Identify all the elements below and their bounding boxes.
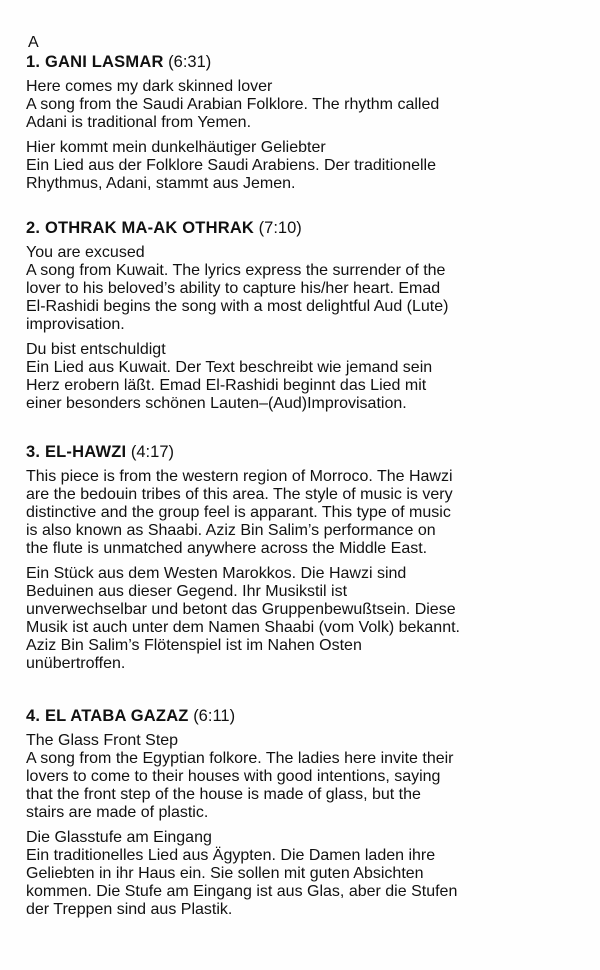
- track-heading: [26, 442, 586, 462]
- english-description: [26, 96, 586, 132]
- text-line: are the bedouin tribes of this area. The style of music is very: [26, 486, 453, 503]
- text-line: kommen. Die Stufe am Eingang ist aus Glas, aber die Stufen: [26, 883, 458, 900]
- text-line: Rhythmus, Adani, stammt aus Jemen.: [26, 175, 296, 192]
- english-description: [26, 750, 586, 822]
- text-line: lovers to come to their houses with good intentions, saying: [26, 768, 441, 785]
- text-line: einer besonders schönen Lauten–(Aud)Improvisation.: [26, 395, 407, 412]
- track-title: 1. GANI LASMAR: [26, 53, 164, 71]
- text-line: unverwechselbar und betont das Gruppenbewußtsein. Diese: [26, 601, 456, 618]
- text-line: Geliebten in ihr Haus ein. Sie sollen mit guten Absichten: [26, 865, 424, 882]
- text-line: distinctive and the group feel is apparant. This type of music: [26, 504, 451, 521]
- text-line: Ein Lied aus Kuwait. Der Text beschreibt wie jemand sein: [26, 359, 433, 376]
- text-line: Ein Lied aus der Folklore Saudi Arabiens. Der traditionelle: [26, 157, 437, 174]
- track-duration: (7:10): [258, 219, 302, 237]
- track-heading: [26, 218, 586, 238]
- track-duration: (6:11): [193, 707, 236, 725]
- english-description: [26, 262, 586, 334]
- track-title: 2. OTHRAK MA-AK OTHRAK: [26, 219, 255, 237]
- track-duration: (4:17): [130, 443, 174, 461]
- side-label: A: [28, 34, 39, 51]
- track-title: 4. EL ATABA GAZAZ: [26, 707, 189, 725]
- german-subtitle: Hier kommt mein dunkelhäutiger Geliebter: [26, 139, 326, 156]
- text-line: El-Rashidi begins the song with a most delightful Aud (Lute): [26, 298, 449, 315]
- text-line: is also known as Shaabi. Aziz Bin Salim’s performance on: [26, 522, 436, 539]
- english-subtitle: The Glass Front Step: [26, 732, 179, 749]
- german-block: [26, 341, 586, 413]
- text-line: This piece is from the western region of Morroco. The Hawzi: [26, 468, 453, 485]
- track-4: [26, 706, 586, 926]
- text-line: A song from the Egyptian folkore. The ladies here invite their: [26, 750, 454, 767]
- text-line: that the front step of the house is made of glass, but the: [26, 786, 421, 803]
- german-description: [26, 565, 586, 673]
- german-description: [26, 359, 586, 413]
- english-subtitle: Here comes my dark skinned lover: [26, 78, 273, 95]
- english-block: [26, 78, 586, 132]
- text-line: unübertroffen.: [26, 655, 126, 672]
- english-block: [26, 244, 586, 334]
- english-description: [26, 468, 586, 558]
- english-block: [26, 468, 586, 558]
- track-2: [26, 218, 586, 420]
- german-description: [26, 847, 586, 919]
- english-subtitle: You are excused: [26, 244, 145, 261]
- text-line: Aziz Bin Salim’s Flötenspiel ist im Nahen Osten: [26, 637, 362, 654]
- german-block: [26, 829, 586, 919]
- german-block: [26, 565, 586, 673]
- text-line: stairs are made of plastic.: [26, 804, 209, 821]
- text-line: Beduinen aus dieser Gegend. Ihr Musikstil ist: [26, 583, 348, 600]
- text-line: improvisation.: [26, 316, 125, 333]
- text-line: lover to his beloved’s ability to capture his/her heart. Emad: [26, 280, 441, 297]
- track-heading: [26, 706, 586, 726]
- text-line: Ein traditionelles Lied aus Ägypten. Die Damen laden ihre: [26, 847, 436, 864]
- text-line: the flute is unmatched anywhere across the Middle East.: [26, 540, 428, 557]
- german-subtitle: Du bist entschuldigt: [26, 341, 166, 358]
- text-line: Adani is traditional from Yemen.: [26, 114, 252, 131]
- text-line: der Treppen sind aus Plastik.: [26, 901, 233, 918]
- german-subtitle: Die Glasstufe am Eingang: [26, 829, 212, 846]
- track-3: [26, 442, 586, 680]
- track-duration: (6:31): [168, 53, 212, 71]
- track-1: [26, 52, 586, 200]
- german-block: [26, 139, 586, 193]
- track-heading: [26, 52, 586, 72]
- text-line: Ein Stück aus dem Westen Marokkos. Die Hawzi sind: [26, 565, 407, 582]
- text-line: A song from Kuwait. The lyrics express the surrender of the: [26, 262, 446, 279]
- german-description: [26, 157, 586, 193]
- text-line: Herz erobern läßt. Emad El-Rashidi beginnt das Lied mit: [26, 377, 427, 394]
- track-title: 3. EL-HAWZI: [26, 443, 127, 461]
- text-line: A song from the Saudi Arabian Folklore. The rhythm called: [26, 96, 440, 113]
- text-line: Musik ist auch unter dem Namen Shaabi (vom Volk) bekannt.: [26, 619, 460, 636]
- english-block: [26, 732, 586, 822]
